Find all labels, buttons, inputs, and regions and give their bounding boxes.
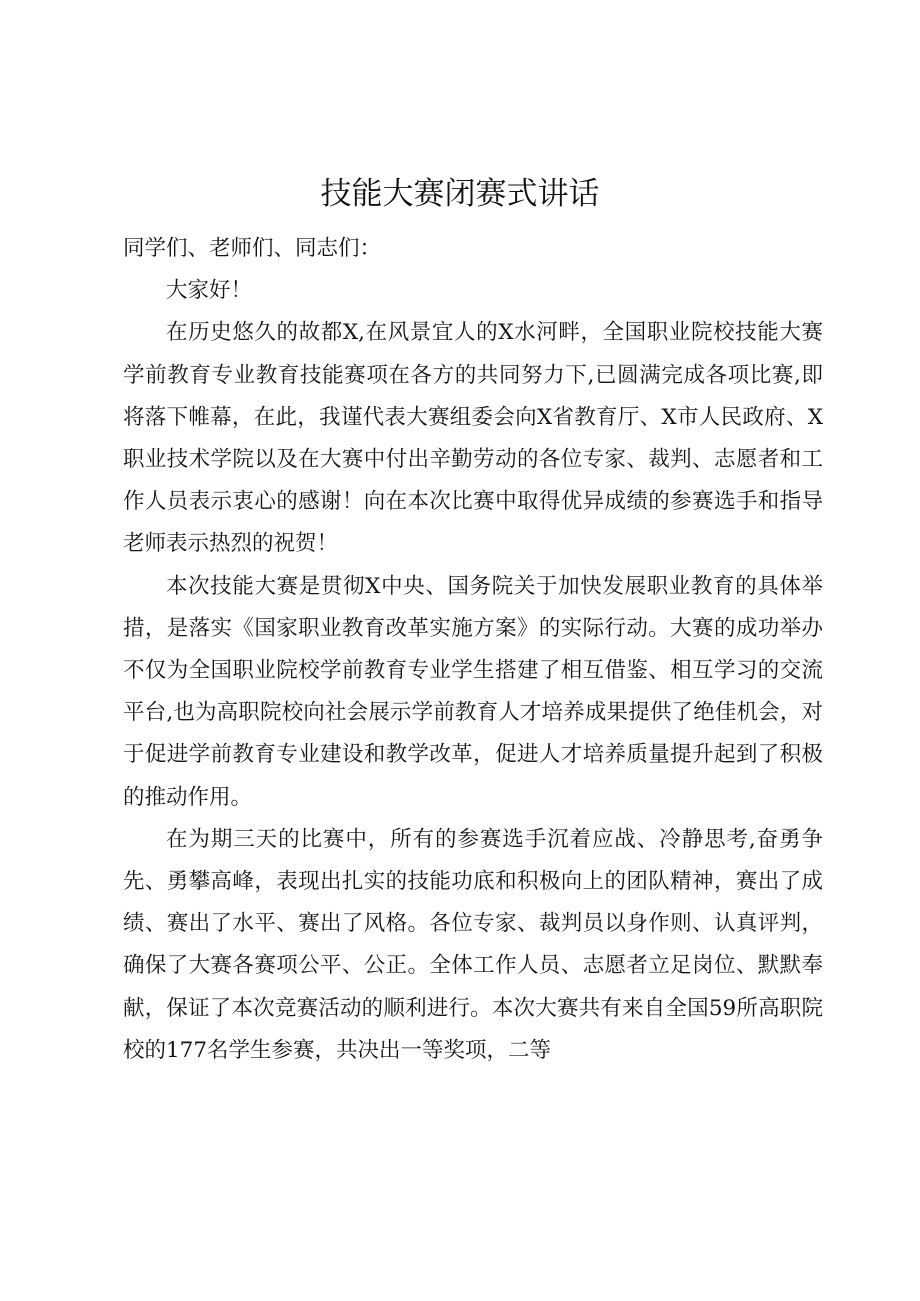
significance-paragraph: 本次技能大赛是贯彻X中央、国务院关于加快发展职业教育的具体举措，是落实《国家职业教育改革实施方案》的实际行动。大赛的成功举办不仅为全国职业院校学前教育专业学生搭建了相互借鉴、相互学习的交流平台,也为高职院校向社会展示学前教育人才培养成果提供了绝佳机会，对于促进学前教育专业建设和教学改革，促进人才培养质量提升起到了积极的推动作用。 [123,573,823,810]
salutation: 同学们、老师们、同志们： [123,236,382,261]
greeting-paragraph: 大家好！ [166,278,253,304]
competition-paragraph: 在为期三天的比赛中，所有的参赛选手沉着应战、冷静思考,奋勇争先、勇攀高峰，表现出扎实的技能功底和积极向上的团队精神，赛出了成绩、赛出了水平、赛出了风格。各位专家、裁判员以身作则、认真评判，确保了大赛各赛项公平、公正。全体工作人员、志愿者立足岗位、默默奉献，保证了本次竞赛活动的顺利进行。本次大赛共有来自全国59所高职院校的177名学生参赛，共决出一等奖项，二等 [123,826,823,1063]
document-title: 技能大赛闭赛式讲话 [320,176,600,212]
document-body [123,228,823,1072]
thanks-paragraph: 在历史悠久的故都X,在风景宜人的X水河畔，全国职业院校技能大赛学前教育专业教育技能赛项在各方的共同努力下,已圆满完成各项比赛,即将落下帷幕，在此，我谨代表大赛组委会向X省教育厅、X市人民政府、X职业技术学院以及在大赛中付出辛勤劳动的各位专家、裁判、志愿者和工作人员表示衷心的感谢！向在本次比赛中取得优异成绩的参赛选手和指导老师表示热烈的祝贺！ [123,320,823,557]
